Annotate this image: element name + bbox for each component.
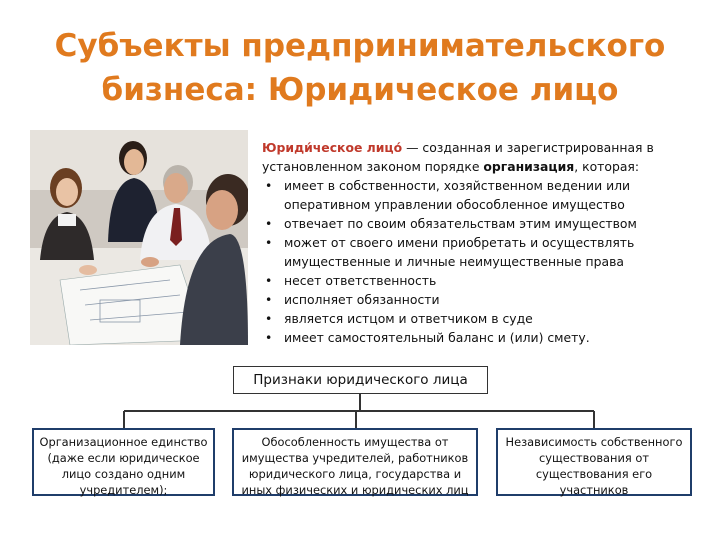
bullet-marker: • <box>265 330 273 345</box>
bullet-marker: • <box>265 273 273 288</box>
bullet-text: исполняет обязанности <box>284 292 440 307</box>
title-line-1: Субъекты предпринимательского <box>54 28 666 64</box>
definition-term: Юриди́ческое лицо́ <box>262 140 403 155</box>
bullet-text: имеет в собственности, хозяйственном ведении или оперативном управлении обособленное имущество <box>284 178 631 212</box>
bullet-text: отвечает по своим обязательствам этим имуществом <box>284 216 637 231</box>
bullet-text: несет ответственность <box>284 273 437 288</box>
definition-org-word: организация <box>483 159 575 174</box>
bullet-text: может от своего имени приобретать и осуществлять имущественные и личные неимущественные права <box>284 235 635 269</box>
title-line-2: бизнеса: Юридическое лицо <box>101 72 619 108</box>
bullet-marker: • <box>265 178 273 193</box>
definition-intro-end: , которая: <box>574 159 640 174</box>
bullet-text: имеет самостоятельный баланс и (или) смету. <box>284 330 590 345</box>
definition-intro-text: — созданная и зарегистрированная в установленном законом порядке <box>262 140 654 174</box>
diagram-box-property-separation: Обособленность имущества от имущества учредителей, работников юридического лица, государства и иных физических и юридических лиц <box>232 428 478 496</box>
bullet-marker: • <box>265 216 273 231</box>
bullet-marker: • <box>265 235 273 250</box>
diagram-box-organizational-unity: Организационное единство (даже если юридическое лицо создано одним учредителем); <box>32 428 215 496</box>
bullet-text: является истцом и ответчиком в суде <box>284 311 533 326</box>
bullet-marker: • <box>265 311 273 326</box>
diagram-box-independence: Независимость собственного существования от существования его участников <box>496 428 692 496</box>
diagram-root-box: Признаки юридического лица <box>233 366 488 394</box>
bullet-marker: • <box>265 292 273 307</box>
